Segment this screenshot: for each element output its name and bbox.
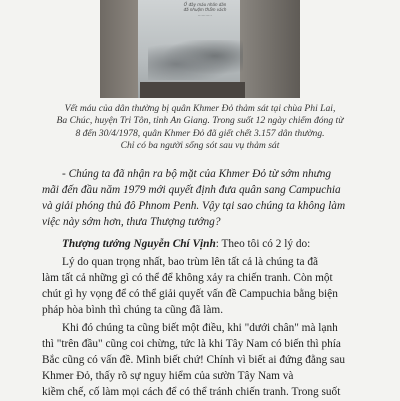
paragraph-line: thì "trên đầu" cũng coi chừng, tức là khi Tây Nam có biến thì phía <box>42 337 341 350</box>
answer-paragraph-1 <box>42 255 364 319</box>
paragraph-line: Khmer Đỏ, thấy rõ sự nguy hiểm của sườn Tây Nam và <box>42 369 294 382</box>
question-line: - Chúng ta đã nhận ra bộ mặt của Khmer Đỏ từ sớm nhưng <box>62 168 332 180</box>
photo-wall-right <box>240 0 300 98</box>
massacre-photo <box>100 0 300 98</box>
question-line: mãi đến đầu năm 1979 mới quyết định đưa quân sang Campuchia <box>42 183 341 196</box>
paragraph-line: Khi đó chúng ta cũng biết một điều, khi "dưới chân" mà lạnh <box>62 322 338 334</box>
paragraph-line: pháp hòa bình thì chúng ta cũng đã làm. <box>42 303 224 316</box>
paragraph-line: Bắc cũng có vấn đề. Mình biết chứ! Chính vì biết ai đứng đằng sau <box>42 353 346 366</box>
answer-intro <box>42 237 364 253</box>
interview-question <box>42 167 364 231</box>
photo-inscription <box>170 2 240 17</box>
paragraph-line: chút gì hy vọng để có thể giải quyết vấn đề Campuchia bằng biện <box>42 287 338 300</box>
answer-paragraph-2 <box>42 321 364 401</box>
photo-wall-left <box>100 0 138 98</box>
caption-line: Chỉ có ba người sống sót sau vụ thảm sát <box>120 140 280 152</box>
answer-intro-text: : Theo tôi có 2 lý do: <box>215 238 311 250</box>
paragraph-line: Lý do quan trọng nhất, bao trùm lên tất cả là chúng ta đã <box>62 256 318 268</box>
question-line: việc này sớm hơn, thưa Thượng tướng? <box>42 215 221 228</box>
answer-intro-line <box>42 237 364 253</box>
paragraph-line: kiềm chế, cố làm mọi cách để có thể tránh chiến tranh. Trong suốt <box>42 385 341 398</box>
caption-line: Vết máu của dân thường bị quân Khmer Đỏ thảm sát tại chùa Phi Lai, <box>64 103 336 114</box>
speaker-name: Thượng tướng Nguyễn Chí Vịnh <box>62 238 216 250</box>
photo-bench <box>140 82 245 98</box>
paragraph-line: làm tất cả những gì có thể để không xảy ra chiến tranh. Còn một <box>42 271 333 284</box>
photo-inscription-line: đã nhuộm thắm vách <box>183 7 227 12</box>
photo-inscription-line: ........... <box>198 12 212 17</box>
photo-inscription-line: Ở đây máu nhân dân <box>183 2 227 7</box>
blood-stains <box>148 40 243 80</box>
question-line: và giải phóng thủ đô Phnom Penh. Vậy tại sao chúng ta không làm <box>42 199 346 212</box>
caption-line: Ba Chúc, huyện Tri Tôn, tỉnh An Giang. Trong suốt 12 ngày chiếm đóng từ <box>56 115 344 127</box>
photo-caption <box>48 103 352 153</box>
caption-line: 8 đến 30/4/1978, quân Khmer Đỏ đã giết chết 3.157 dân thường. <box>75 127 325 139</box>
